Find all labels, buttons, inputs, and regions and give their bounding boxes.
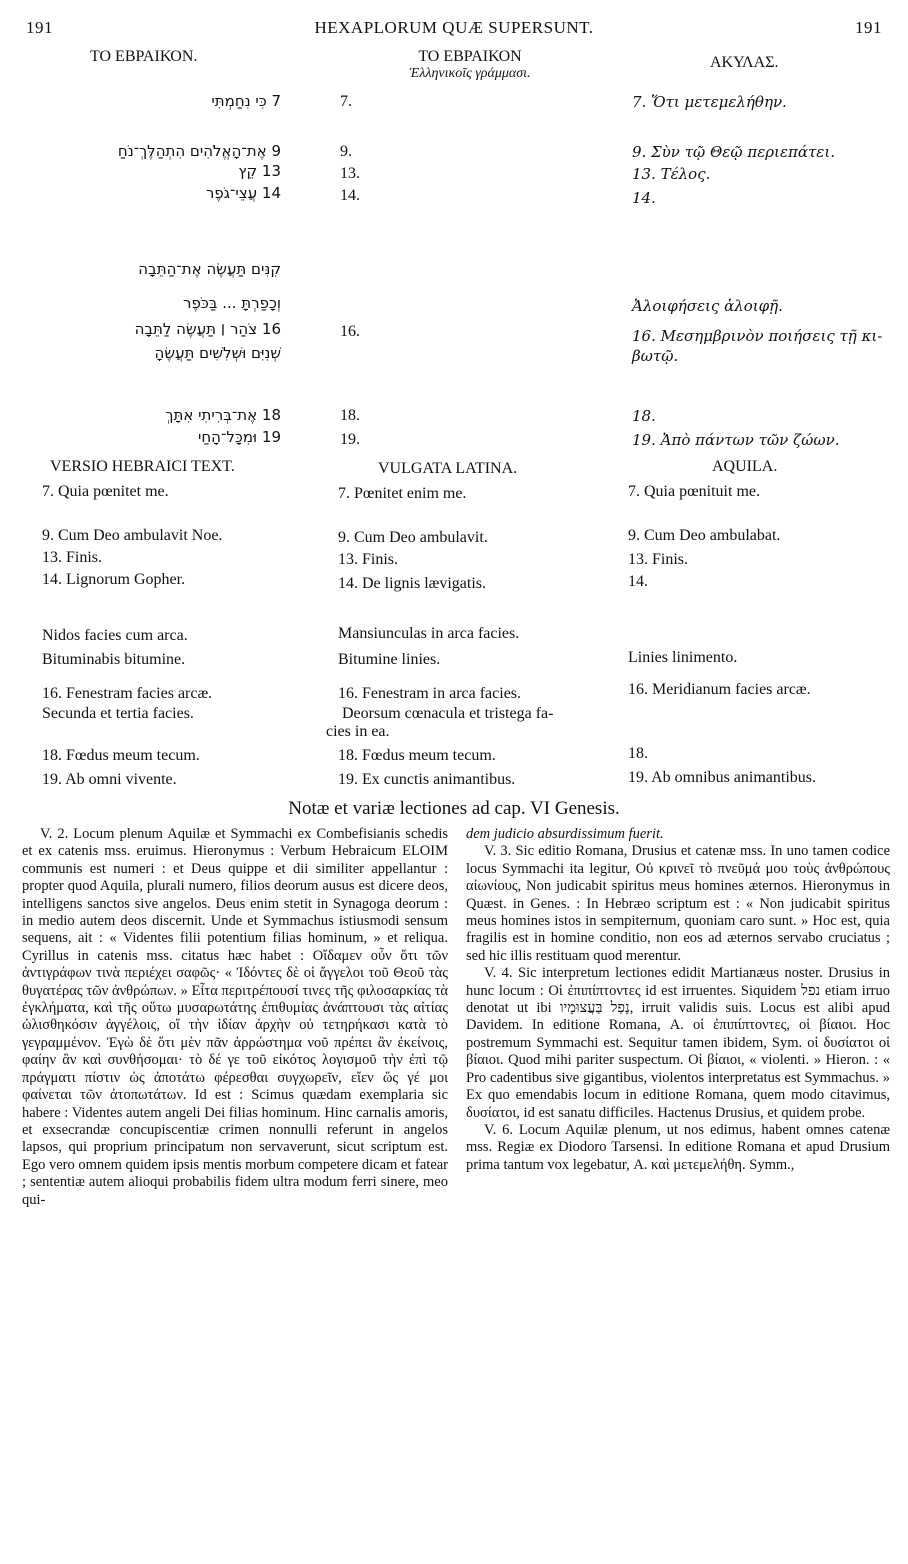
- column-head-hebrew: ΤΟ ΕΒΡΑΙΚΟΝ.: [90, 48, 198, 65]
- column-head-aquila: ΑΚΥΛΑΣ.: [710, 54, 779, 71]
- latin-mid-cell: 19. Ex cunctis animantibus.: [338, 771, 516, 788]
- hebrew-cell: 14 עֲצֵי־גֹפֶר: [205, 184, 281, 202]
- column-head-hebrew-greek-title: ΤΟ ΕΒΡΑΙΚΟΝ: [418, 48, 522, 65]
- page-number-right: 191: [855, 18, 882, 37]
- latin-right-cell: 16. Meridianum facies arcæ.: [628, 681, 811, 698]
- latin-mid-cell: 14. De lignis lævigatis.: [338, 575, 486, 592]
- column-head-hebrew-greek: [370, 48, 570, 82]
- aquila-cell: 16. Μεσημβρινὸν ποιήσεις τῇ κι-: [632, 327, 883, 345]
- latin-left-cell: Nidos facies cum arca.: [42, 627, 188, 644]
- transliteration-cell: 9.: [340, 143, 352, 160]
- note-paragraph: V. 3. Sic editio Romana, Drusius et catenæ mss. In uno tamen codice locus Symmachi ita legitur, Οὐ κρινεῖ τὸ πνεῦμά μου τοὺς ἀνθρώπους αἰωνίους, Non judicabit spiritus meus homines æternos. Hieronymus in Quæst. in Genes. : In Hebræo scriptum est : « Non judicabit spiritus meus homines istos in sempiternum, quoniam caro sunt. » Hoc est, quia fragilis est in homine conditio, non eos ad æternos servabo cruciatus ; sed hic illis restituam quod merentur.: [466, 843, 890, 964]
- latin-left-cell: 7. Quia pœnitet me.: [42, 483, 169, 500]
- aquila-cell: Ἀλοιφήσεις ἀλοιφῇ.: [632, 297, 783, 315]
- note-paragraph: V. 4. Sic interpretum lectiones edidit Martianæus noster. Drusius in hunc locum : Οἱ ἐπιπίπτοντες id est irruentes. Siquidem נפל etiam irruo denotat ut ibi נָפַל בַּעֲצוּמָיו, irruit validis suis. Locus est alibi apud Davidem. In editione Romana, Α. οἱ ἐπιπίπτοντες, οἱ βίαιοι. Hoc postremum Symmachi est. Sequitur tamen ibidem, Sym. οἱ δυσίατοι οἱ βίαιοι. Quod mihi pariter suspectum. Οἱ βίαιοι, « violenti. » Hieron. : « Pro cadentibus sive gigantibus, violentos interpretatus est Symmachus. » Ex quo emendabis locum in editione Romana, quem modo citavimus, δυσίατοι, id est sanatu difficiles. Hactenus Drusius, et quidem probe.: [466, 965, 890, 1121]
- latin-right-cell: 19. Ab omnibus animantibus.: [628, 769, 816, 786]
- running-title: HEXAPLORUM QUÆ SUPERSUNT.: [314, 18, 594, 37]
- latin-mid-cell: Mansiunculas in arca facies.: [338, 625, 520, 642]
- latin-right-cell: 18.: [628, 745, 648, 762]
- latin-mid-cell: 13. Finis.: [338, 551, 399, 568]
- column-head-hebrew-greek-subtitle: Ἑλληνικοῖς γράμμασι.: [409, 66, 531, 81]
- latin-mid-cell: Bitumine linies.: [338, 651, 441, 668]
- transliteration-cell: 7.: [340, 93, 352, 110]
- note-paragraph: V. 6. Locum Aquilæ plenum, ut nos edimus, habent omnes catenæ mss. Regiæ ex Diodoro Tarsensi. In editione Romana et apud Drusium prima tantum vox legebatur, Α. καὶ μετεμελήθη. Symm.,: [466, 1121, 890, 1173]
- aquila-cell: 7. Ὅτι μετεμελήθην.: [632, 93, 787, 111]
- latin-left-cell: 19. Ab omni vivente.: [42, 771, 177, 788]
- aquila-cell: 14.: [632, 189, 656, 207]
- latin-right-cell: 14.: [628, 573, 648, 590]
- hebrew-cell: וְכָפַרְתָּ ... בַּכֹּפֶר: [183, 294, 281, 312]
- notes-title: Notæ et variæ lectiones ad cap. VI Genesis.: [288, 798, 620, 819]
- aquila-cell: 18.: [632, 407, 656, 425]
- notes-left-column: [22, 826, 448, 1209]
- note-paragraph: V. 2. Locum plenum Aquilæ et Symmachi ex Combefisianis schedis et ex catenis mss. eruimus. Hieronymus : Verbum Hebraicum ELOIM communis est numeri : et Deus quippe et dii similiter appellantur : propter quod Aquila, plurali numero, filios deorum ausus est dicere deos, intelligens sanctos sive angelos. Deus enim stetit in Synagoga deorum : in medio autem deos discernit. Unde et Symmachus istiusmodi sensum sequens, ait : « Videntes filii potentium filias hominum, » et reliqua. Cyrillus in catenis mss. citatus hæc habet : Οἴδαμεν οὖν ὅτι τῶν ἀντιγράφων τινὰ περιέχει σαφῶς· « Ἰδόντες δὲ οἱ ἄγγελοι τοῦ Θεοῦ τὰς θυγατέρας τῶν ἀνθρώπων. » Εἶτα περιτρέπουσί τινες τῆς φιλοσαρκίας τὰ ἐγκλήματα, καὶ τῆς οὕτω μυσαρωτάτης ἐπιθυμίας ἀνάπτουσι τὰς αἰτίας ὠλισθηκόσιν ἀγγέλοις, οἵ τὴν ἰδίαν ἀρχὴν οὐ τετηρήκασι κατὰ τὸ γεγραμμένον. Ἐγὼ δὲ ὅτι μὲν πᾶν ἀρρώστημα νοῦ πρέπει ἂν ἐκείνοις, φαίην ἂν καὶ συνθήσομαι· τὸ δέ γε τοῦ εἰκότος λογισμοῦ τὴν ἐπὶ τῷ πράγματι πίστιν ὡς ἀποτάτω φέρεσθαι συγχωρεῖν, εἴεν ὥς γέ μοι φαίνεται τῶν ἀτοπωτάτων. Id est : Scimus quædam exemplaria sic habere : Videntes autem angeli Dei filias hominum. Hinc carnalis amoris, et exsecrandæ concupiscentiæ crimen nonnulli referunt in angelos lapsos, qui proprium principatum non servaverunt, sicut scriptum est. Ego vero omnem quidem ipsis mentis morbum competere dicam et fatear ; sententiæ autem alioqui probabilis fidem ultra modum ferri sinere, meo qui-: [22, 826, 449, 1208]
- aquila-cell: 19. Ἀπὸ πάντων τῶν ζώων.: [632, 431, 840, 449]
- hebrew-cell: קִנִּים תַּעֲשֶׂה אֶת־הַתֵּבָה: [138, 260, 281, 278]
- hebrew-cell: 7 כִּי נִחַמְתִּי: [211, 92, 281, 110]
- page-number-left: 191: [26, 18, 53, 37]
- latin-right-cell: Linies linimento.: [628, 649, 738, 666]
- latin-right-cell: 7. Quia pœnituit me.: [628, 483, 760, 500]
- latin-head-vulgate: VULGATA LATINA.: [378, 460, 518, 477]
- aquila-cell: 13. Τέλος.: [632, 165, 711, 183]
- latin-left-cell: Secunda et tertia facies.: [42, 705, 194, 722]
- latin-mid-cell: 16. Fenestram in arca facies.: [338, 685, 522, 702]
- hebrew-cell: 18 אֶת־בְּרִיתִי אִתָּךְ: [165, 406, 281, 424]
- aquila-cell: βωτῷ.: [632, 347, 679, 365]
- transliteration-cell: 19.: [340, 431, 360, 448]
- latin-head-hebrew-version: VERSIO HEBRAICI TEXT.: [50, 458, 235, 475]
- transliteration-cell: 14.: [340, 187, 360, 204]
- hebrew-cell: 16 צֹהַר ׀ תַּעֲשֶׂה לַתֵּבָה: [134, 320, 281, 338]
- transliteration-cell: 18.: [340, 407, 360, 424]
- latin-mid-cell: cies in ea.: [326, 723, 390, 740]
- latin-mid-cell: 9. Cum Deo ambulavit.: [338, 529, 488, 546]
- latin-right-cell: 9. Cum Deo ambulabat.: [628, 527, 781, 544]
- latin-head-aquila: AQUILA.: [712, 458, 778, 475]
- latin-left-cell: Bituminabis bitumine.: [42, 651, 186, 668]
- transliteration-cell: 16.: [340, 323, 360, 340]
- note-paragraph: dem judicio absurdissimum fuerit.: [466, 826, 664, 842]
- latin-left-cell: 9. Cum Deo ambulavit Noe.: [42, 527, 223, 544]
- hebrew-cell: 19 וּמִכָּל־הָחַי: [198, 428, 281, 446]
- latin-left-cell: 18. Fœdus meum tecum.: [42, 747, 200, 764]
- latin-mid-cell: 7. Pœnitet enim me.: [338, 485, 467, 502]
- latin-left-cell: 13. Finis.: [42, 549, 103, 566]
- hebrew-cell: שְׁנִיִּם וּשְׁלִשִׁים תַּעֲשֶׂהָ: [154, 344, 281, 362]
- notes-right-column: [466, 826, 890, 1174]
- hebrew-cell: 13 קֵץ: [238, 162, 281, 180]
- hebrew-cell: 9 אֶת־הָאֱלֹהִים הִתְהַלֶּךְ־נֹחַ: [117, 142, 281, 160]
- latin-left-cell: 16. Fenestram facies arcæ.: [42, 685, 213, 702]
- aquila-cell: 9. Σὺν τῷ Θεῷ περιεπάτει.: [632, 143, 835, 161]
- transliteration-cell: 13.: [340, 165, 360, 182]
- latin-left-cell: 14. Lignorum Gopher.: [42, 571, 186, 588]
- latin-mid-cell: Deorsum cœnacula et tristega fa-: [342, 705, 554, 722]
- latin-right-cell: 13. Finis.: [628, 551, 689, 568]
- latin-mid-cell: 18. Fœdus meum tecum.: [338, 747, 496, 764]
